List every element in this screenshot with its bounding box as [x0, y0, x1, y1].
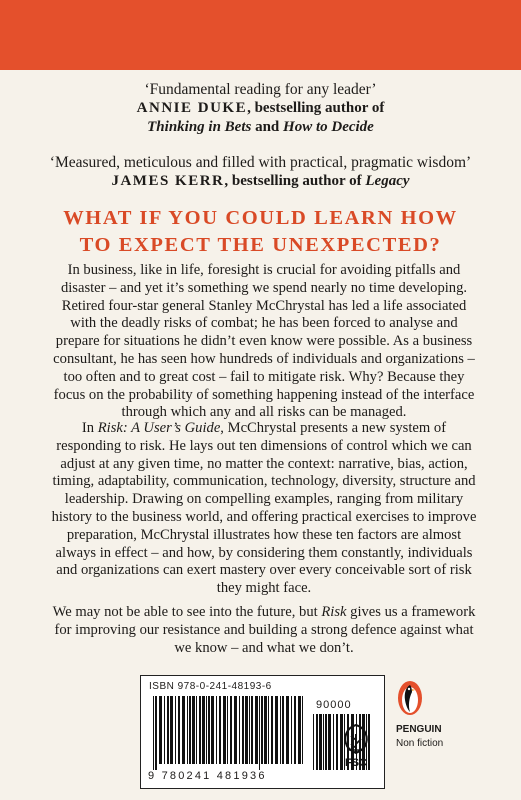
headline-line-1: WHAT IF YOU COULD LEARN HOW [63, 207, 458, 229]
barcode-bar [275, 696, 278, 764]
barcode-bar [291, 696, 292, 764]
barcode-bar [175, 696, 176, 764]
endorsement-quote-1 [0, 80, 521, 137]
barcode-bar [182, 696, 185, 764]
barcode-bar [170, 696, 173, 764]
barcode-bar [251, 696, 253, 764]
barcode-bar [192, 696, 195, 764]
quote-text: ‘Measured, meticulous and filled with practical, pragmatic wisdom’ [49, 154, 472, 171]
barcode-bar [261, 696, 263, 764]
barcode-bar [316, 714, 318, 770]
barcode-bar [313, 714, 314, 770]
barcode-bar [302, 696, 303, 764]
book-category: Non fiction [396, 738, 444, 749]
endorsement-quote-2 [0, 153, 521, 191]
barcode-bar [286, 696, 289, 764]
barcode-bar [187, 696, 188, 764]
barcode-bar [259, 696, 260, 770]
barcode-bar [323, 714, 324, 770]
barcode-bar [227, 696, 228, 764]
barcode-bar [328, 714, 331, 770]
blurb-paragraph-1: In business, like in life, foresight is crucial for avoiding pitfalls and disaster – and yet it’s something we spend nearly no time developing. Retired four-star general Stanley McChrystal has led a life associated with the deadly risks of combat; he has been forced to analyse and prepare for situations he didn’t even know were possible. As a business consultant, he has seen how hundreds of individuals and organizations – too often and to great cost – fail to mitigate risk. Why? Because they focus on the probability of something happening instead of the interface through which any and all risks can be managed. [53, 262, 475, 421]
barcode-bar [249, 696, 250, 764]
barcode-bar [234, 696, 237, 764]
barcode-bar [242, 696, 244, 764]
barcode-bar [189, 696, 191, 764]
barcode-bar [223, 696, 226, 764]
barcode-bar [264, 696, 267, 764]
barcode-bars [153, 696, 303, 770]
barcode-bar [164, 696, 165, 764]
fsc-logo-icon [338, 722, 374, 770]
barcode-bar [159, 696, 162, 764]
barcode-bar [230, 696, 232, 764]
barcode-bar [155, 696, 157, 770]
barcode-bar [199, 696, 201, 764]
barcode-bar [216, 696, 217, 764]
barcode-bar [178, 696, 180, 764]
barcode-bar [268, 696, 269, 764]
isbn-label: ISBN 978-0-241-48193-6 [149, 681, 272, 692]
barcode-bar [271, 696, 273, 764]
blurb-paragraph-3: We may not be able to see into the future, but Risk gives us a framework for improving our resistance and building a strong defence against what we know – and what we don’t. [52, 604, 476, 656]
barcode-bar [208, 696, 210, 764]
barcode-bar [202, 696, 205, 764]
barcode-bar [167, 696, 169, 764]
barcode-bar [282, 696, 284, 764]
barcode-bar [333, 714, 334, 770]
barcode-bar [153, 696, 154, 770]
barcode-bar [280, 696, 281, 764]
headline-line-2: TO EXPECT THE UNEXPECTED? [79, 234, 442, 256]
barcode-bar [294, 696, 296, 764]
price-code: 90000 [316, 699, 352, 711]
top-color-band [0, 0, 521, 70]
barcode-bar [239, 696, 240, 764]
barcode-bar [298, 696, 301, 764]
quote-attribution: ANNIE DUKE, bestselling author of [136, 100, 385, 116]
barcode-bar [196, 696, 197, 764]
quote-works: Thinking in Bets and How to Decide [147, 119, 374, 135]
barcode-bar [206, 696, 207, 764]
barcode-bar [255, 696, 258, 764]
fsc-label: FSC [345, 757, 367, 769]
barcode-number: 9 780241 481936 [148, 770, 267, 782]
quote-text: ‘Fundamental reading for any leader’ [144, 81, 377, 98]
blurb-paragraph-2: In Risk: A User’s Guide, McChrystal presents a new system of responding to risk. He lays out ten dimensions of control which we can adjust at any given time, no matter the context: narrative, bias, action, timing, adaptability, communication, technology, diversity, structure and leadership. Drawing on compelling examples, ranging from military history to the business world, and offering practical exercises to improve preparation, McChrystal illustrates how these ten factors are almost always in effect – and how, by considering them constantly, individuals and organizations can exert mastery over every conceivable sort of risk they might face. [51, 420, 477, 597]
penguin-logo-icon [397, 680, 423, 716]
barcode-bar [319, 714, 322, 770]
barcode-bar [245, 696, 248, 764]
barcode-bar [219, 696, 221, 764]
quote-attribution: JAMES KERR, bestselling author of Legacy [111, 173, 410, 189]
barcode-bar [211, 696, 214, 764]
headline [0, 205, 521, 259]
publisher-name: PENGUIN [396, 724, 442, 735]
barcode-bar [325, 714, 327, 770]
